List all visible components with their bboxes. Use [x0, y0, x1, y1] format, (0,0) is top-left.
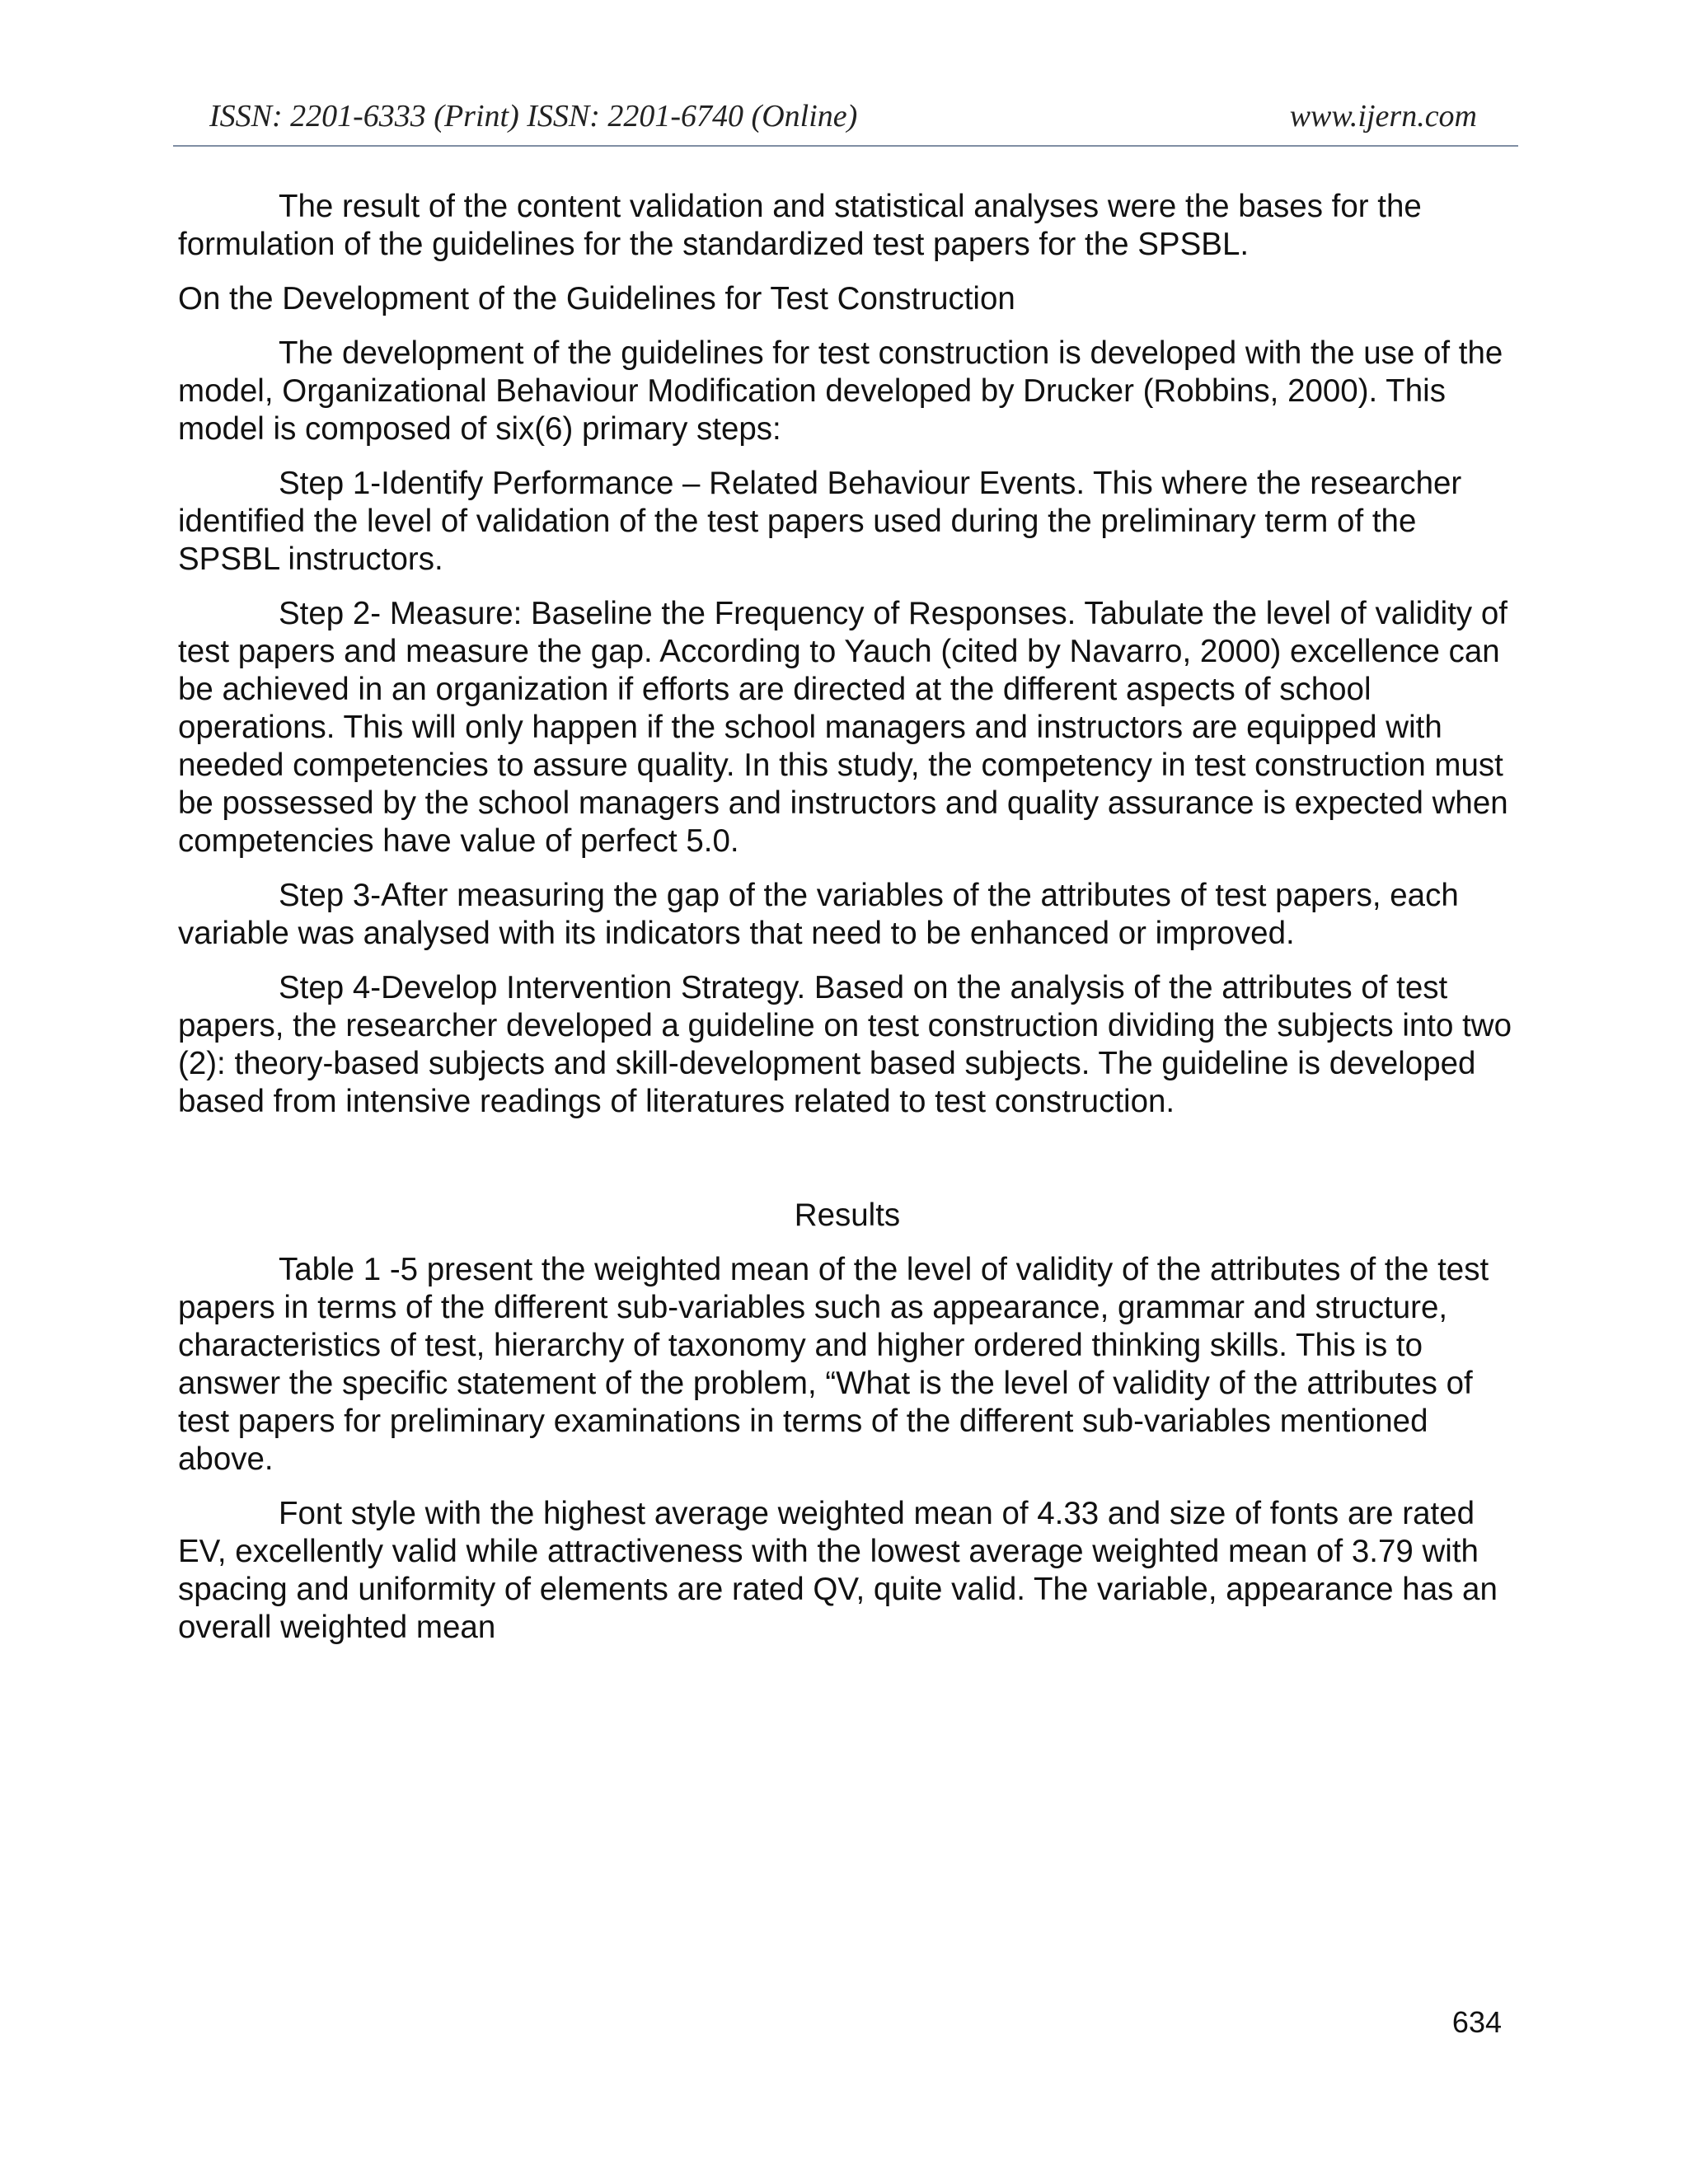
issn-text: ISSN: 2201-6333 (Print) ISSN: 2201-6740 (Online) [209, 99, 858, 134]
page-number: 634 [1451, 2005, 1502, 2039]
paragraph-content-validation: The result of the content validation and statistical analyses were the bases for the formulation of the guidelines for the standardized test papers for the SPSBL. [178, 189, 1422, 262]
page-body [178, 188, 1517, 1663]
paragraph-step-2: Step 2- Measure: Baseline the Frequency of Responses. Tabulate the level of validity of test papers and measure the gap. According to Yauch (cited by Navarro, 2000) excellence can be achieved in an organization if efforts are directed at the different aspects of school operations. This will only happen if the school managers and instructors are equipped with needed competencies to assure quality. In this study, the competency in test construction must be possessed by the school managers and instructors and quality assurance is expected when competencies have value of perfect 5.0. [178, 596, 1508, 859]
paragraph-development-model: The development of the guidelines for test construction is developed with the use of the model, Organizational Behaviour Modification developed by Drucker (Robbins, 2000). This model is composed of six(6) primary steps: [178, 335, 1503, 447]
paragraph-step-1: Step 1-Identify Performance – Related Behaviour Events. This where the researcher identified the level of validation of the test papers used during the preliminary term of the SPSBL instructors. [178, 466, 1462, 577]
paragraph-results-appearance: Font style with the highest average weighted mean of 4.33 and size of fonts are rated EV, excellently valid while attractiveness with the lowest average weighted mean of 3.79 with spacing and uniformity of elements are rated QV, quite valid. The variable, appearance has an overall weighted mean [178, 1496, 1498, 1645]
section-heading-guidelines: On the Development of the Guidelines for Test Construction [178, 281, 1015, 316]
journal-website: www.ijern.com [1289, 99, 1477, 134]
paragraph-results-table-summary: Table 1 -5 present the weighted mean of the level of validity of the attributes of the test papers in terms of the different sub-variables such as appearance, grammar and structure, characteristics of test, hierarchy of taxonomy and higher ordered thinking skills. This is to answer the specific statement of the problem, “What is the level of validity of the attributes of test papers for preliminary examinations in terms of the different sub-variables mentioned above. [178, 1252, 1489, 1477]
page-header [173, 97, 1518, 147]
results-heading: Results [794, 1197, 901, 1233]
paragraph-step-3: Step 3-After measuring the gap of the variables of the attributes of test papers, each variable was analysed with its indicators that need to be enhanced or improved. [178, 878, 1459, 951]
paragraph-step-4: Step 4-Develop Intervention Strategy. Based on the analysis of the attributes of test papers, the researcher developed a guideline on test construction dividing the subjects into two (2): theory-based subjects and skill-development based subjects. The guideline is developed based from intensive readings of literatures related to test construction. [178, 970, 1512, 1119]
